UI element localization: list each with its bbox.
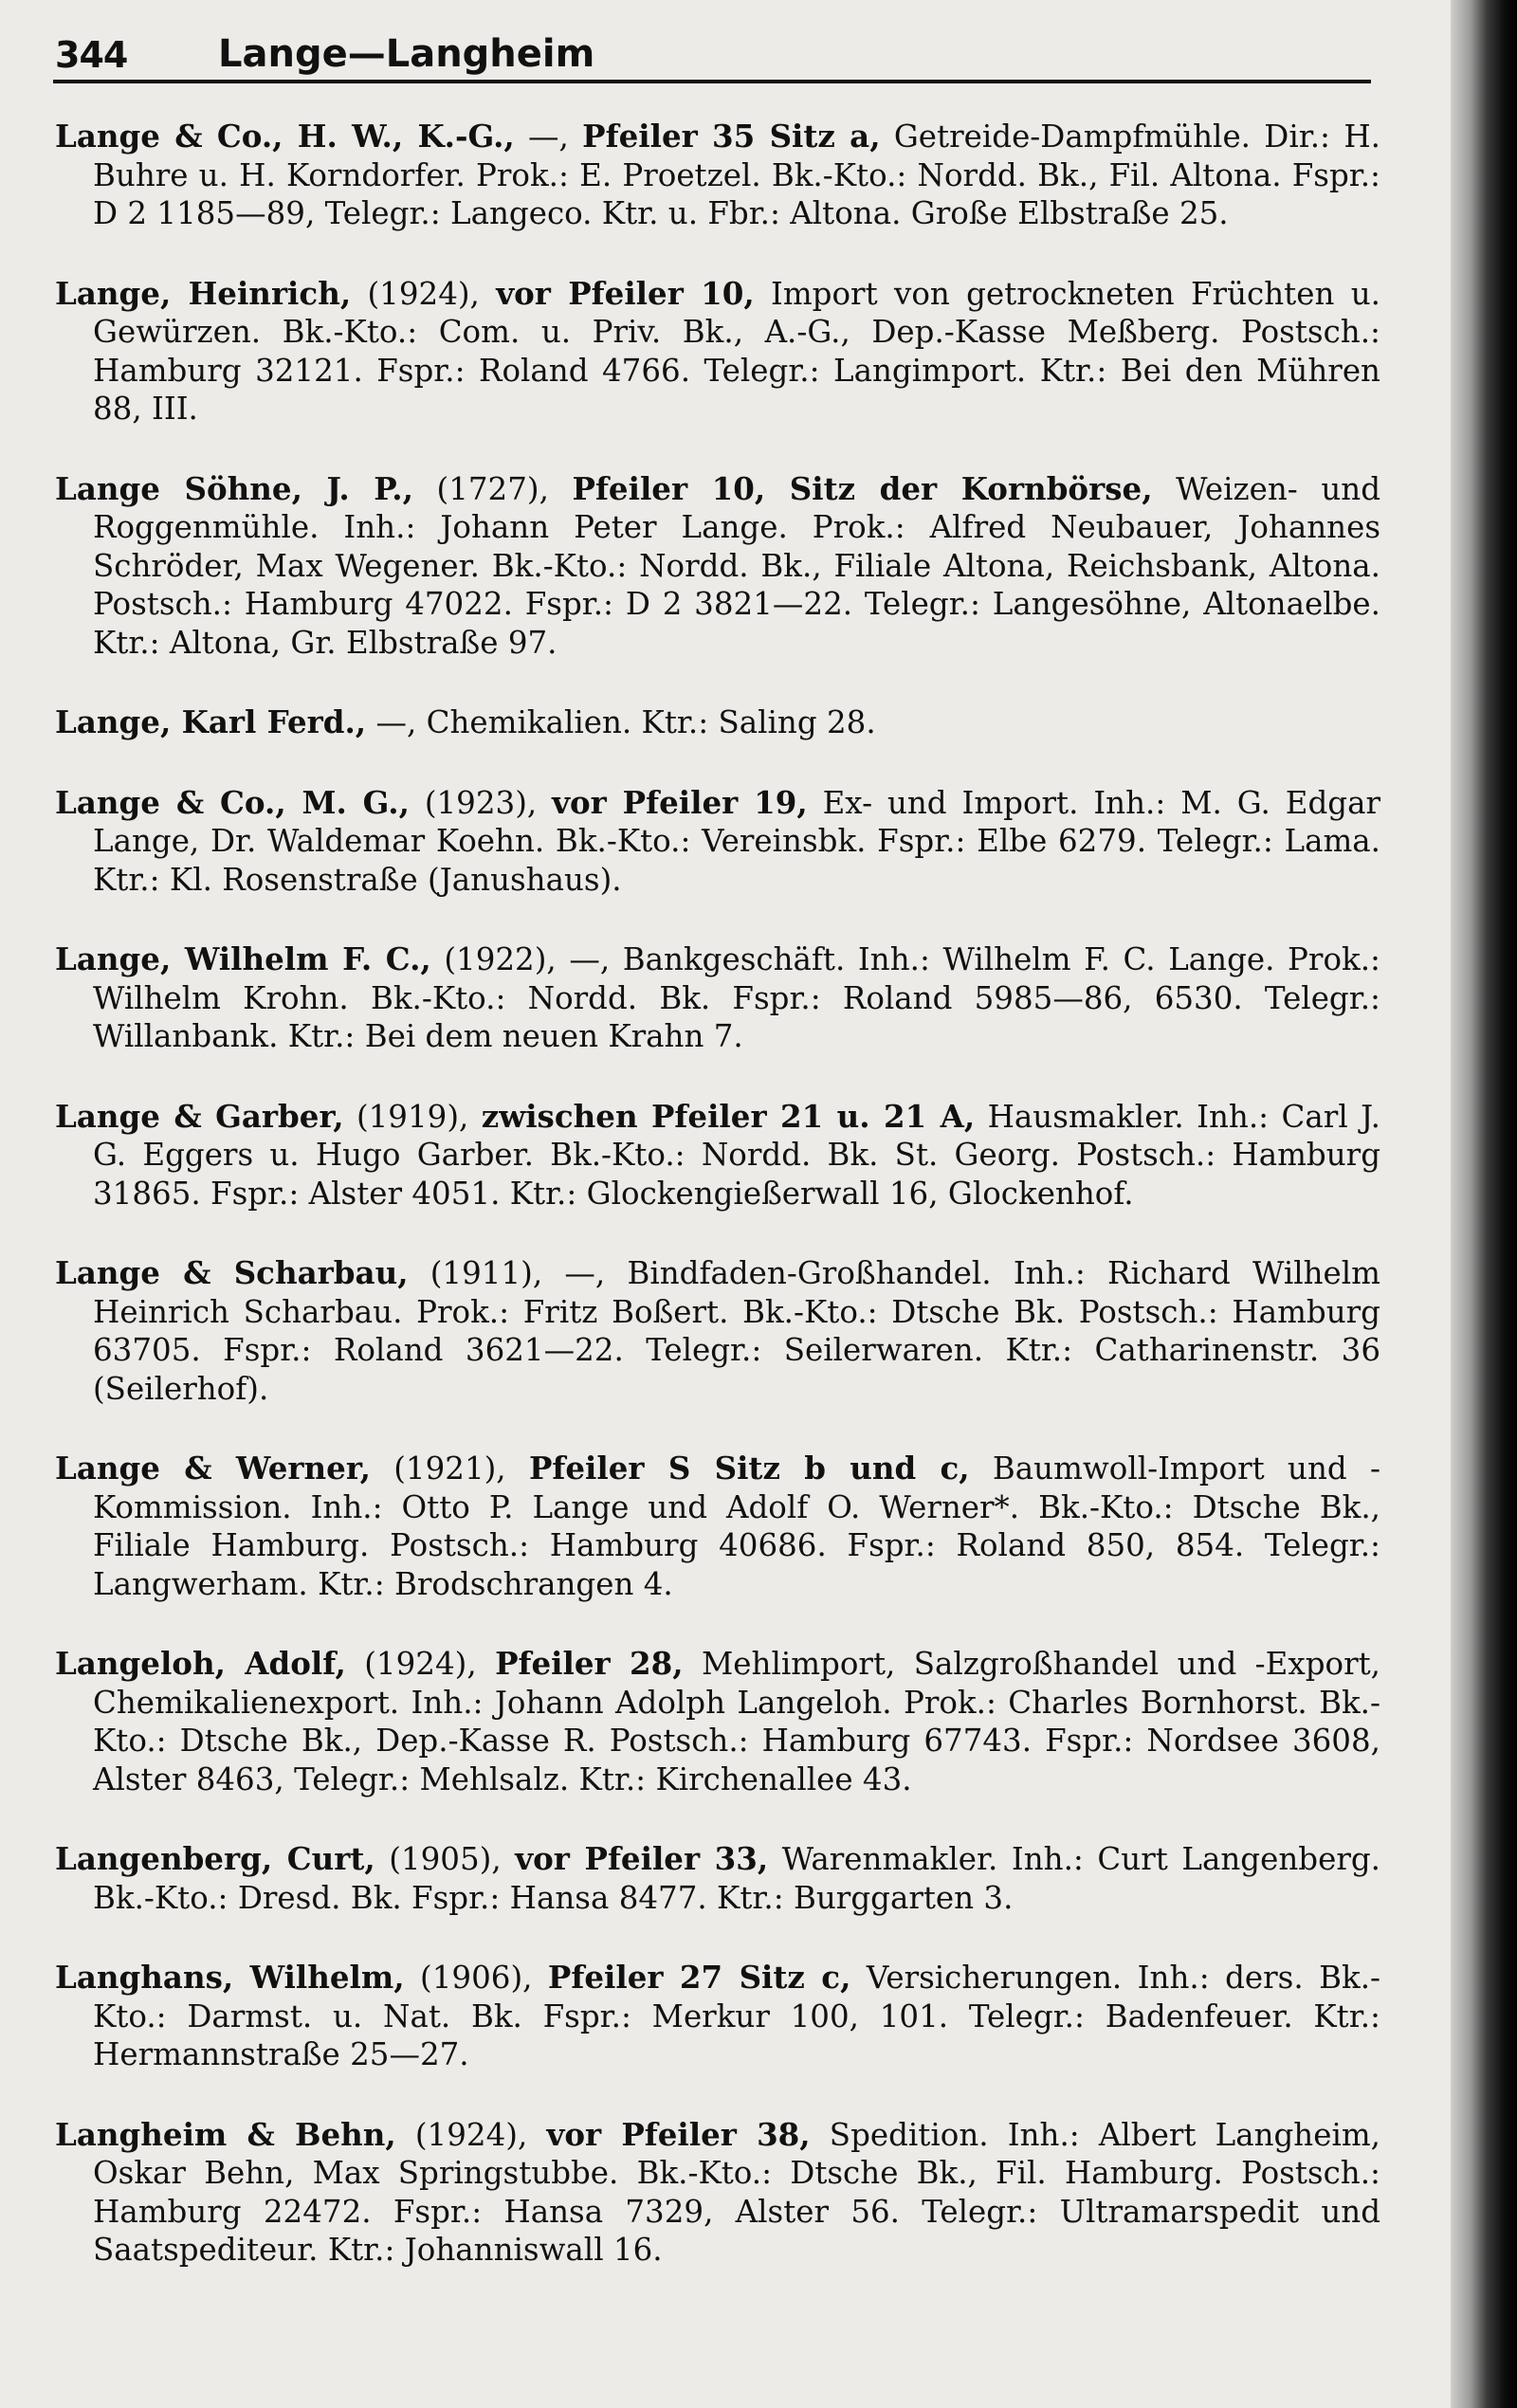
page-number: 344	[55, 34, 128, 76]
entry-meta: (1923),	[409, 784, 553, 821]
entry-meta: (1906),	[404, 1960, 548, 1996]
directory-entry	[55, 275, 1380, 429]
entry-meta: (1924),	[395, 2116, 547, 2153]
entry-text: Hausmakler. Inh.: Carl J. G. Eggers u. Hugo Garber. Bk.-Kto.: Nordd. Bk. St. Georg. Postsch.: Hamburg 31865. Fspr.: Alster 4051. Ktr.: Glockengießerwall 16, Glockenhof.	[93, 1098, 1380, 1212]
entry-meta: (1921),	[370, 1450, 529, 1487]
firm-name: Langheim & Behn,	[55, 2115, 396, 2153]
entry-text: Baumwoll-Import und -Kommission. Inh.: Otto P. Lange und Adolf O. Werner*. Bk.-Kto.: Dtsche Bk., Filiale Hamburg. Postsch.: Hamburg 40686. Fspr.: Roland 850, 854. Telegr.: Langwerham. Ktr.: Brodschrangen 4.	[93, 1450, 1380, 1602]
firm-name: Langeloh, Adolf,	[55, 1645, 346, 1682]
entry-location: Pfeiler 35 Sitz a,	[582, 118, 881, 155]
entry-meta: (1924),	[345, 1646, 496, 1682]
header-rule	[53, 80, 1371, 83]
directory-entry	[55, 940, 1380, 1056]
directory-entry	[55, 784, 1380, 900]
entry-meta: (1922), —,	[430, 941, 623, 977]
entry-text: Warenmakler. Inh.: Curt Langenberg. Bk.-Kto.: Dresd. Bk. Fspr.: Hansa 8477. Ktr.: Burggarten 3.	[93, 1841, 1380, 1916]
entry-meta: (1905),	[375, 1841, 516, 1877]
firm-name: Lange & Co., H. W., K.-G.,	[55, 118, 515, 155]
entry-text: Ex- und Import. Inh.: M. G. Edgar Lange, Dr. Waldemar Koehn. Bk.-Kto.: Vereinsbk. Fspr.: Elbe 6279. Telegr.: Lama. Ktr.: Kl. Rosenstraße (Janushaus).	[93, 784, 1380, 898]
entry-meta: (1911), —,	[408, 1255, 628, 1291]
entry-location: Pfeiler 28,	[495, 1645, 684, 1682]
entry-meta: (1919),	[343, 1098, 482, 1135]
firm-name: Lange & Garber,	[55, 1097, 344, 1135]
entry-location: vor Pfeiler 38,	[546, 2115, 811, 2153]
book-binding-shadow	[1451, 0, 1517, 2408]
entry-text: Versicherungen. Inh.: ders. Bk.-Kto.: Darmst. u. Nat. Bk. Fspr.: Merkur 100, 101. Telegr.: Badenfeuer. Ktr.: Hermannstraße 25—27.	[93, 1960, 1381, 2072]
directory-entry	[55, 1959, 1380, 2074]
firm-name: Lange & Scharbau,	[55, 1254, 409, 1291]
entry-text: Bankgeschäft. Inh.: Wilhelm F. C. Lange. Prok.: Wilhelm Krohn. Bk.-Kto.: Nordd. Bk. Fspr.: Roland 5985—86, 6530. Telegr.: Willanbank. Ktr.: Bei dem neuen Krahn 7.	[93, 941, 1381, 1054]
firm-name: Langenberg, Curt,	[55, 1840, 375, 1877]
directory-entry	[55, 1098, 1380, 1213]
directory-entry	[55, 1254, 1380, 1408]
entry-location: zwischen Pfeiler 21 u. 21 A,	[481, 1097, 976, 1135]
firm-name: Lange, Karl Ferd.,	[55, 703, 367, 740]
directory-entry	[55, 118, 1380, 233]
entry-text: Mehlimport, Salzgroßhandel und -Export, Chemikalienexport. Inh.: Johann Adolph Langeloh. Prok.: Charles Bornhorst. Bk.-Kto.: Dtsche Bk., Dep.-Kasse R. Postsch.: Hamburg 67743. Fspr.: Nordsee 3608, Alster 8463, Telegr.: Mehlsalz. Ktr.: Kirchenallee 43.	[93, 1646, 1380, 1797]
entry-text: Chemikalien. Ktr.: Saling 28.	[426, 704, 876, 740]
running-head: Lange—Langheim	[218, 32, 595, 76]
page-header	[55, 32, 1375, 83]
entry-text: Getreide-Dampfmühle. Dir.: H. Buhre u. H. Korndorfer. Prok.: E. Proetzel. Bk.-Kto.: Nordd. Bk., Fil. Altona. Fspr.: D 2 1185—89, Telegr.: Langeco. Ktr. u. Fbr.: Altona. Große Elbstraße 25.	[93, 119, 1380, 231]
firm-name: Lange & Co., M. G.,	[55, 783, 410, 821]
entry-location: Pfeiler 10, Sitz der Kornbörse,	[572, 469, 1153, 507]
firm-name: Lange & Werner,	[55, 1450, 371, 1487]
firm-name: Langhans, Wilhelm,	[55, 1959, 405, 1996]
entry-meta: (1727),	[412, 470, 573, 507]
entry-list	[55, 118, 1380, 2311]
firm-name: Lange, Heinrich,	[55, 274, 352, 312]
entry-location: Pfeiler S Sitz b und c,	[528, 1450, 970, 1487]
firm-name: Lange, Wilhelm F. C.,	[55, 940, 431, 977]
directory-entry	[55, 1645, 1380, 1798]
entry-location: vor Pfeiler 19,	[552, 783, 808, 821]
directory-entry	[55, 470, 1380, 663]
entry-location: vor Pfeiler 33,	[515, 1840, 769, 1877]
directory-entry	[55, 1840, 1380, 1917]
directory-entry	[55, 2116, 1380, 2270]
entry-meta: —,	[514, 119, 583, 155]
entry-location: Pfeiler 27 Sitz c,	[547, 1959, 851, 1996]
entry-text: Import von getrockneten Früchten u. Gewürzen. Bk.-Kto.: Com. u. Priv. Bk., A.-G., Dep.-Kasse Meßberg. Postsch.: Hamburg 32121. Fspr.: Roland 4766. Telegr.: Langimport. Ktr.: Bei den Mühren 88, III.	[93, 275, 1380, 427]
firm-name: Lange Söhne, J. P.,	[55, 469, 413, 507]
entry-text: Spedition. Inh.: Albert Langheim, Oskar Behn, Max Springstubbe. Bk.-Kto.: Dtsche Bk., Fil. Hamburg. Postsch.: Hamburg 22472. Fspr.: Hansa 7329, Alster 56. Telegr.: Ultramarspedit und Saatspediteur. Ktr.: Johanniswall 16.	[93, 2116, 1381, 2268]
directory-entry	[55, 703, 1380, 742]
entry-meta: —,	[366, 704, 427, 740]
directory-entry	[55, 1450, 1380, 1603]
entry-text: Bindfaden-Großhandel. Inh.: Richard Wilhelm Heinrich Scharbau. Prok.: Fritz Boßert. Bk.-Kto.: Dtsche Bk. Postsch.: Hamburg 63705. Fspr.: Roland 3621—22. Telegr.: Seilerwaren. Ktr.: Catharinenstr. 36 (Seilerhof).	[93, 1255, 1380, 1407]
entry-meta: (1924),	[351, 275, 497, 312]
entry-location: vor Pfeiler 10,	[496, 274, 755, 312]
entry-text: Weizen- und Roggenmühle. Inh.: Johann Peter Lange. Prok.: Alfred Neubauer, Johannes Schröder, Max Wegener. Bk.-Kto.: Nordd. Bk., Filiale Altona, Reichsbank, Altona. Postsch.: Hamburg 47022. Fspr.: D 2 3821—22. Telegr.: Langesöhne, Altonaelbe. Ktr.: Altona, Gr. Elbstraße 97.	[93, 470, 1381, 661]
